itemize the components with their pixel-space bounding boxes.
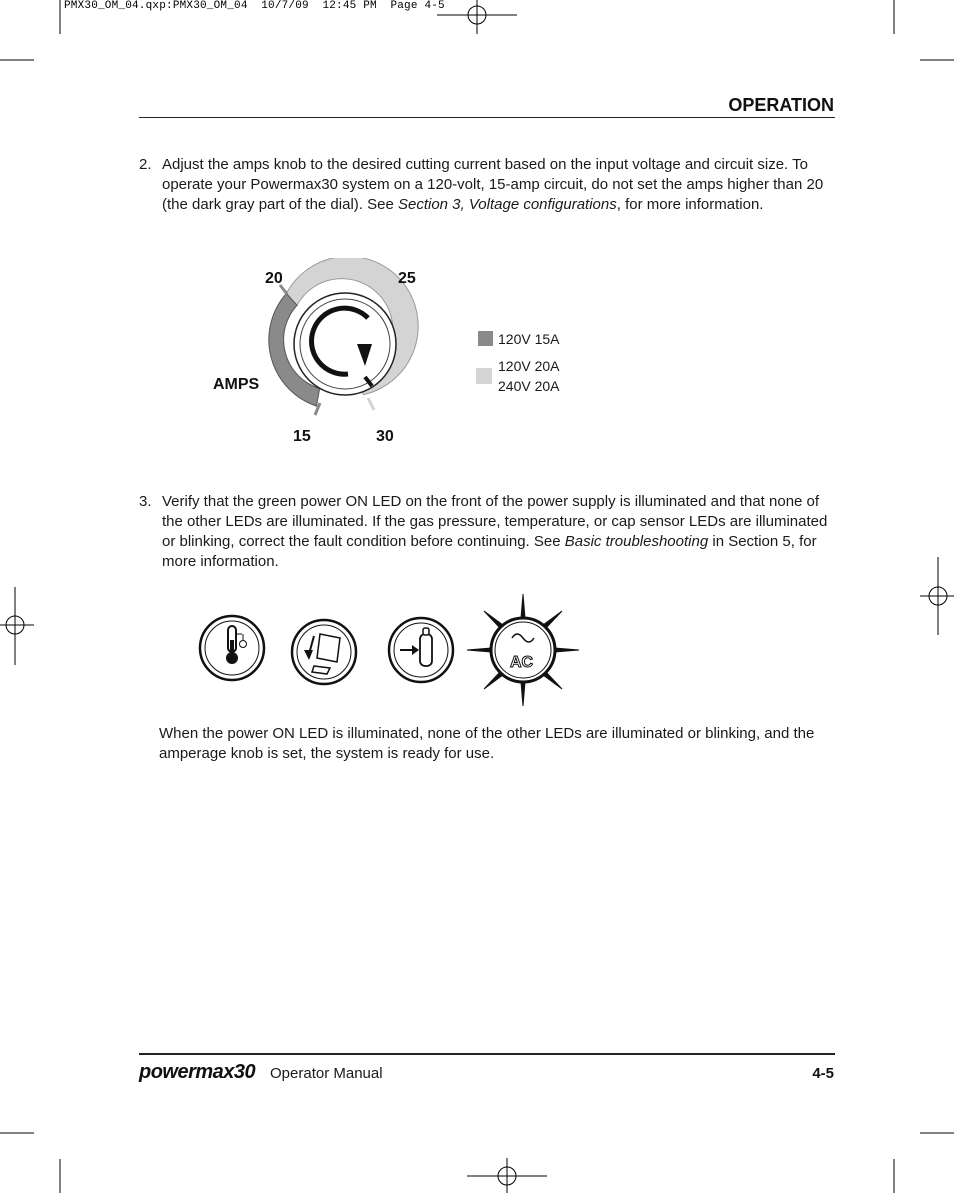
step-text-body: Adjust the amps knob to the desired cutting current based on the input voltage and circuit size. To operate your Powermax30 system on a 120-volt, 15-amp circuit, do not set the amps higher than 20 (the dark gray part of the dial). See — [162, 156, 824, 213]
page-number: 4-5 — [812, 1065, 834, 1082]
ready-note: When the power ON LED is illuminated, none of the other LEDs are illuminated or blinking, and the amperage knob is set, the system is ready for use. — [159, 725, 815, 762]
dial-label: AMPS — [213, 376, 260, 393]
step-text-body: Verify that the green power ON LED on the front of the power supply is illuminated and that none of the other LEDs are illuminated. If the gas pressure, temperature, or cap sensor LEDs are illuminated or blinking, correct the fault condition before continuing. See — [162, 493, 828, 550]
legend-label: 240V 20A — [498, 378, 560, 394]
section-reference: Basic troubleshooting — [564, 533, 709, 550]
manual-title: Operator Manual — [270, 1065, 383, 1082]
amps-dial-diagram — [200, 258, 600, 458]
tick-label: 20 — [265, 270, 283, 287]
tick-label: 15 — [293, 428, 311, 445]
ac-label: AC — [510, 654, 534, 671]
legend-swatch-light — [476, 368, 492, 384]
legend-label: 120V 20A — [498, 358, 560, 374]
tick-label: 25 — [398, 270, 416, 287]
header-rule — [139, 117, 835, 118]
step-text — [162, 492, 837, 572]
print-slug: PMX30_OM_04.qxp:PMX30_OM_04 10/7/09 12:45 PM Page 4-5 — [64, 0, 445, 12]
ac-power-icon — [467, 594, 579, 706]
brand-logo: powermax30 — [139, 1061, 256, 1083]
step-text — [162, 155, 837, 215]
section-reference: Section 3, Voltage configurations — [397, 196, 617, 213]
footer-rule — [139, 1053, 835, 1055]
led-indicator-row — [190, 588, 590, 713]
legend-label: 120V 15A — [498, 331, 560, 347]
tick-label: 30 — [376, 428, 394, 445]
temperature-icon — [200, 616, 264, 680]
step-number: 3. — [139, 493, 152, 510]
cap-sensor-icon — [292, 620, 356, 684]
step-number: 2. — [139, 156, 152, 173]
step-text-tail: , for more information. — [616, 196, 764, 213]
gas-pressure-icon — [389, 618, 453, 682]
step-text-tail: in Section 5, for more information. — [162, 533, 817, 570]
legend-swatch-dark — [478, 331, 493, 346]
section-title: OPERATION — [728, 95, 834, 115]
